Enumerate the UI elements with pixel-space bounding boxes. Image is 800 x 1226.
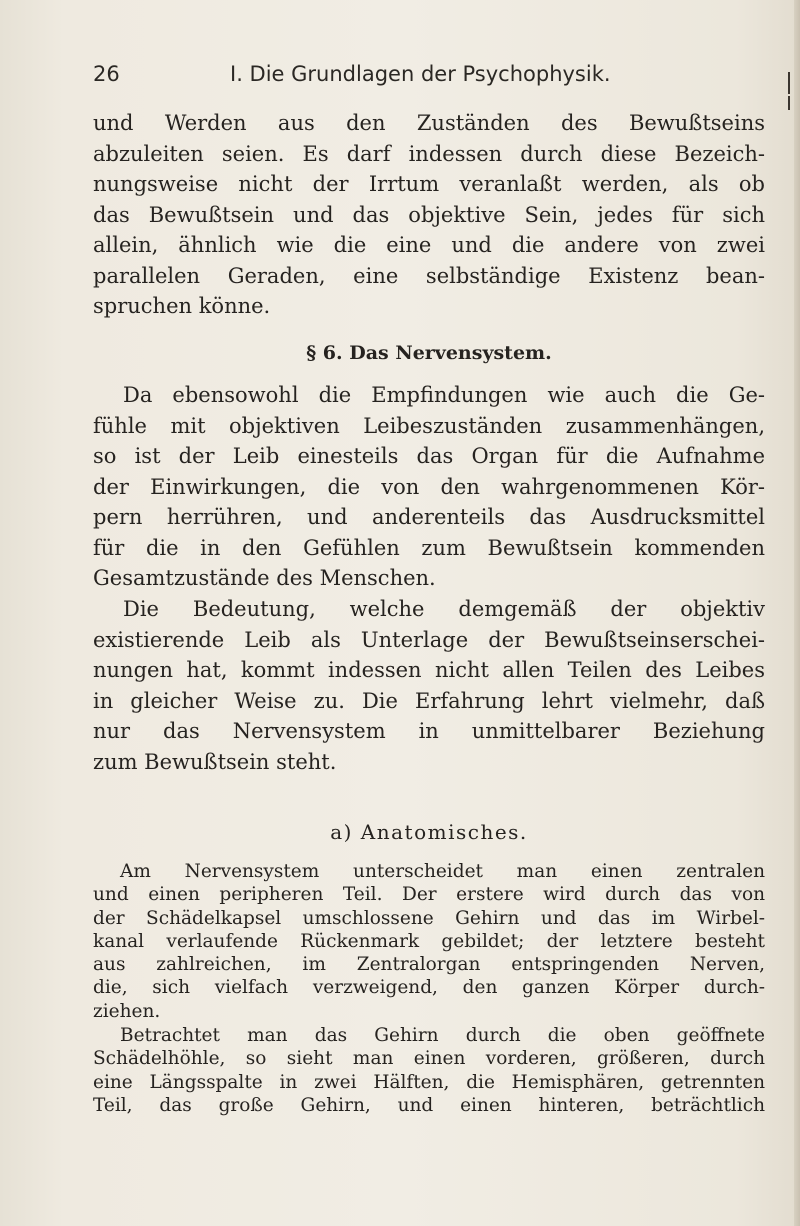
intro-paragraph — [93, 108, 765, 322]
text-line: nungen hat, kommt indessen nicht allen Teilen des Leibes — [93, 658, 765, 682]
margin-mark — [788, 96, 790, 110]
running-header — [93, 62, 783, 96]
text-line: aus zahlreichen, im Zentralorgan entspringenden Nerven, — [93, 954, 765, 976]
text-line: allein, ähnlich wie die eine und die andere von zwei — [93, 233, 765, 257]
text-line: pern herrühren, und anderenteils das Ausdrucksmittel — [93, 505, 765, 529]
small-paragraph-2 — [93, 1024, 765, 1117]
text-line: Gesamtzustände des Menschen. — [93, 566, 436, 590]
text-line: so ist der Leib einesteils das Organ für die Aufnahme — [93, 444, 765, 468]
page-number: 26 — [93, 62, 120, 86]
subsection-heading: a) Anatomisches. — [330, 820, 528, 844]
text-line: nur das Nervensystem in unmittelbarer Beziehung — [93, 719, 765, 743]
page-edge-shadow — [794, 0, 800, 1226]
text-line: das Bewußtsein und das objektive Sein, jedes für sich — [93, 202, 765, 227]
text-line: Am Nervensystem unterscheidet man einen zentralen — [120, 861, 765, 882]
text-line: nungsweise nicht der Irrtum veranlaßt werden, als ob — [93, 172, 765, 196]
text-line: Betrachtet man das Gehirn durch die oben geöffnete — [120, 1025, 765, 1046]
text-line: abzuleiten seien. Es darf indessen durch diese Bezeich- — [93, 141, 765, 166]
text-line: der Einwirkungen, die von den wahrgenommenen Kör- — [93, 474, 765, 499]
small-paragraph-1 — [93, 860, 765, 1023]
section-heading: § 6. Das Nervensystem. — [306, 342, 552, 364]
text-line: existierende Leib als Unterlage der Bewußtseinserschei- — [93, 627, 765, 652]
text-line: spruchen könne. — [93, 294, 271, 318]
text-line: kanal verlaufende Rückenmark gebildet; der letztere besteht — [93, 930, 765, 952]
text-line: fühle mit objektiven Leibeszuständen zusammenhängen, — [93, 413, 765, 438]
text-line: Schädelhöhle, so sieht man einen vorderen, größeren, durch — [93, 1048, 765, 1070]
text-line: in gleicher Weise zu. Die Erfahrung lehrt vielmehr, daß — [93, 688, 765, 713]
text-line: eine Längsspalte in zwei Hälften, die Hemisphären, getrennten — [93, 1071, 765, 1093]
text-line: Teil, das große Gehirn, und einen hinteren, beträchtlich — [93, 1094, 765, 1116]
text-line: und Werden aus den Zuständen des Bewußtseins — [93, 111, 765, 135]
text-line: zum Bewußtsein steht. — [93, 749, 337, 774]
text-line: Da ebensowohl die Empfindungen wie auch die Ge- — [123, 383, 765, 407]
margin-mark — [788, 72, 790, 94]
paragraph-1 — [93, 380, 765, 594]
text-line: ziehen. — [93, 1000, 161, 1022]
text-line: und einen peripheren Teil. Der erstere wird durch das von — [93, 884, 765, 906]
text-line: der Schädelkapsel umschlossene Gehirn und das im Wirbel- — [93, 907, 765, 929]
text-line: die, sich vielfach verzweigend, den ganzen Körper durch- — [93, 977, 765, 999]
paragraph-2 — [93, 594, 765, 777]
text-line: für die in den Gefühlen zum Bewußtsein kommenden — [93, 535, 765, 560]
text-line: parallelen Geraden, eine selbständige Existenz bean- — [93, 263, 765, 288]
text-line: Die Bedeutung, welche demgemäß der objektiv — [123, 597, 765, 621]
running-title: I. Die Grundlagen der Psychophysik. — [230, 62, 611, 86]
